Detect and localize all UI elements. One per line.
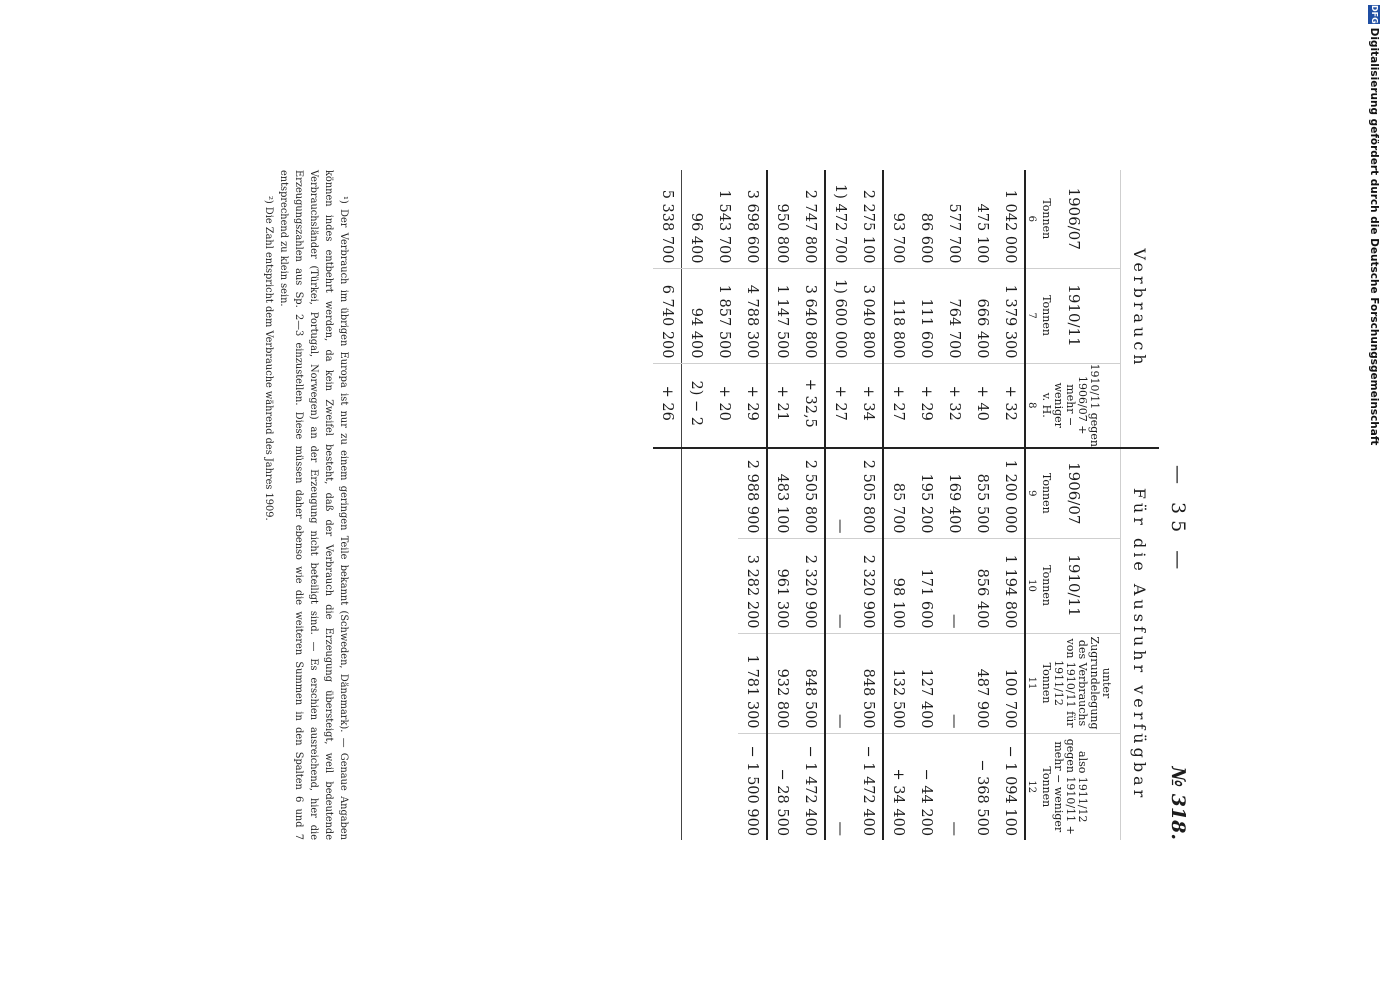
table-row xyxy=(710,170,738,840)
dfg-logo: DFG xyxy=(1370,5,1379,24)
table-cell: 487 900 xyxy=(968,633,996,733)
footnote-1: ¹) Der Verbrauch im übrigen Europa ist nur zu einem geringen Teile bekannt (Schweden, Dänemark). — Genaue Angaben können indes entbehrt werden, da kein Zweifel besteht, daß der Verbrauch die Erzeugung übersteigt, weil bedeutende Verbrauchsländer (Türkei, Portugal, Norwegen) an der Erzeugung nicht beteiligt sind. — Es erschien ausreichend, hier die Erzeugungszahlen aus Sp. 2—3 einzustellen. Diese müssen daher ebenso wie die weiteren Summen in den Spalten 6 und 7 entsprechend zu klein sein. xyxy=(278,170,349,840)
table-row xyxy=(796,170,825,840)
table-cell: − 44 200 xyxy=(912,733,940,840)
table-row xyxy=(738,170,767,840)
table-cell: 848 500 xyxy=(796,633,825,733)
table-cell: 3 282 200 xyxy=(738,538,767,633)
table-cell: 950 800 xyxy=(774,203,790,264)
column-header: 1910/11 Tonnen xyxy=(1040,538,1121,633)
table-row xyxy=(854,170,883,840)
table-body xyxy=(653,170,1025,840)
table-cell: 2) − 2 xyxy=(682,363,711,448)
table-cell: 848 500 xyxy=(854,633,883,733)
table-cell: 1 194 800 xyxy=(996,538,1025,633)
table-cell: — xyxy=(940,538,968,633)
table-cell: 86 600 xyxy=(918,212,934,264)
table-cell: 3 640 800 xyxy=(796,268,825,363)
dfg-credit-text: Digitalisierung gefördert durch die Deutsche Forschungsgemeinschaft xyxy=(1368,27,1380,446)
scanned-page xyxy=(211,170,1191,840)
table-cell xyxy=(653,538,682,633)
table-cell: 2 505 800 xyxy=(854,448,883,538)
table-cell: 932 800 xyxy=(767,633,796,733)
table-cell: 111 600 xyxy=(912,268,940,363)
table-cell: 2 320 900 xyxy=(854,538,883,633)
table-cell: 1 857 500 xyxy=(710,268,738,363)
table-cell: 1 543 700 xyxy=(716,189,732,264)
table-cell: + 27 xyxy=(825,363,854,448)
table-cell: + 32,5 xyxy=(796,363,825,448)
table-cell: + 32 xyxy=(940,363,968,448)
table-cell: 2 988 900 xyxy=(738,448,767,538)
table-cell: − 1 472 400 xyxy=(854,733,883,840)
column-header: 1906/07 Tonnen xyxy=(1040,448,1121,538)
table-cell: 2 505 800 xyxy=(796,448,825,538)
table-row xyxy=(883,170,912,840)
page-header xyxy=(1157,170,1189,840)
table-cell: — xyxy=(940,633,968,733)
table-cell: 1 147 500 xyxy=(767,268,796,363)
table-cell: 1 781 300 xyxy=(738,633,767,733)
table-cell xyxy=(710,448,738,538)
table-cell xyxy=(653,733,682,840)
table-cell: 483 100 xyxy=(767,448,796,538)
table-cell: − 1 472 400 xyxy=(796,733,825,840)
table-cell: + 20 xyxy=(710,363,738,448)
table-cell: 1 200 000 xyxy=(996,448,1025,538)
table-cell: — xyxy=(825,448,854,538)
table-cell: − 1 094 100 xyxy=(996,733,1025,840)
table-cell: 3 698 600 xyxy=(738,170,767,268)
table-cell: 6 740 200 xyxy=(653,268,682,363)
group-verbrauch: Verbrauch xyxy=(1121,170,1160,448)
table-cell xyxy=(653,448,682,538)
table-cell: 93 700 xyxy=(890,212,906,264)
table-cell: + 21 xyxy=(767,363,796,448)
column-header: unter Zugrundelegung des Verbrauchs von 1910/11 für 1911/12 Tonnen xyxy=(1040,633,1121,733)
table-cell: + 29 xyxy=(912,363,940,448)
table-cell xyxy=(682,538,711,633)
table-cell: 98 100 xyxy=(883,538,912,633)
table-cell: + 29 xyxy=(738,363,767,448)
table-row xyxy=(825,170,854,840)
table-row xyxy=(653,170,682,840)
table-cell: − 28 500 xyxy=(767,733,796,840)
table-cell: — xyxy=(825,633,854,733)
table-cell: 1) 472 700 xyxy=(832,184,848,264)
column-number: 7 xyxy=(1025,268,1040,363)
table-cell: 127 400 xyxy=(912,633,940,733)
table-cell: 2 747 800 xyxy=(796,170,825,268)
statistics-table xyxy=(653,170,1159,840)
table-cell: 961 300 xyxy=(767,538,796,633)
table-cell: + 26 xyxy=(653,363,682,448)
dfg-notice xyxy=(1360,5,1383,446)
table-cell xyxy=(710,733,738,840)
table-cell: 171 600 xyxy=(912,538,940,633)
table-cell xyxy=(653,633,682,733)
column-header: 1910/11 Tonnen xyxy=(1040,268,1121,363)
table-cell: 94 400 xyxy=(682,268,711,363)
table-cell: 5 338 700 xyxy=(653,170,682,268)
table-cell: 195 200 xyxy=(912,448,940,538)
table-row xyxy=(940,170,968,840)
table-cell: 475 100 xyxy=(974,203,990,264)
table-cell: + 27 xyxy=(883,363,912,448)
table-cell: 855 500 xyxy=(968,448,996,538)
table-cell: − 368 500 xyxy=(968,733,996,840)
column-number: 12 xyxy=(1025,733,1040,840)
column-header: also 1911/12 gegen 1910/11 + mehr − weniger Tonnen xyxy=(1040,733,1121,840)
table-row xyxy=(968,170,996,840)
table-cell: + 40 xyxy=(968,363,996,448)
table-row xyxy=(912,170,940,840)
table-cell: 96 400 xyxy=(688,212,704,264)
table-cell: — xyxy=(825,538,854,633)
table-cell: 577 700 xyxy=(946,203,962,264)
table-cell: − 1 500 900 xyxy=(738,733,767,840)
column-header: 1910/11 gegen 1906/07 + mehr − weniger v. H. xyxy=(1040,363,1121,448)
table-cell xyxy=(682,733,711,840)
table-cell: — xyxy=(940,733,968,840)
table-cell: 1 379 300 xyxy=(996,268,1025,363)
document-number: № 318. xyxy=(1167,766,1189,840)
table-cell: 666 400 xyxy=(968,268,996,363)
column-header: 1906/07 Tonnen xyxy=(1040,187,1083,250)
table-cell: 2 275 100 xyxy=(854,170,883,268)
table-cell xyxy=(682,633,711,733)
table-cell xyxy=(710,633,738,733)
table-cell: + 32 xyxy=(996,363,1025,448)
table-cell: + 34 400 xyxy=(883,733,912,840)
table-cell: 169 400 xyxy=(940,448,968,538)
column-number: 6 xyxy=(1025,170,1040,268)
table-cell: 856 400 xyxy=(968,538,996,633)
table-row xyxy=(767,170,796,840)
table-cell: + 34 xyxy=(854,363,883,448)
table-cell: 132 500 xyxy=(883,633,912,733)
table-cell xyxy=(710,538,738,633)
column-number: 11 xyxy=(1025,633,1040,733)
table-cell xyxy=(682,448,711,538)
column-number: 8 xyxy=(1025,363,1040,448)
group-ausfuhr: Für die Ausfuhr verfügbar xyxy=(1121,448,1160,840)
footnotes xyxy=(261,170,351,840)
table-cell: 85 700 xyxy=(883,448,912,538)
column-number: 9 xyxy=(1025,448,1040,538)
table-cell: 2 320 900 xyxy=(796,538,825,633)
table-cell: 118 800 xyxy=(883,268,912,363)
table-cell: 1) 600 000 xyxy=(825,268,854,363)
table-cell: 3 040 800 xyxy=(854,268,883,363)
table-row xyxy=(682,170,711,840)
table-cell: 100 700 xyxy=(996,633,1025,733)
column-number: 10 xyxy=(1025,538,1040,633)
footnote-2: ²) Die Zahl entspricht dem Verbrauche während des Jahres 1909. xyxy=(263,196,274,521)
table-cell: 4 788 300 xyxy=(738,268,767,363)
table-cell: 1 042 000 xyxy=(1002,189,1018,264)
page-number: — 35 — xyxy=(1167,465,1189,576)
table-row xyxy=(996,170,1025,840)
table-cell: 764 700 xyxy=(940,268,968,363)
table-cell: — xyxy=(825,733,854,840)
